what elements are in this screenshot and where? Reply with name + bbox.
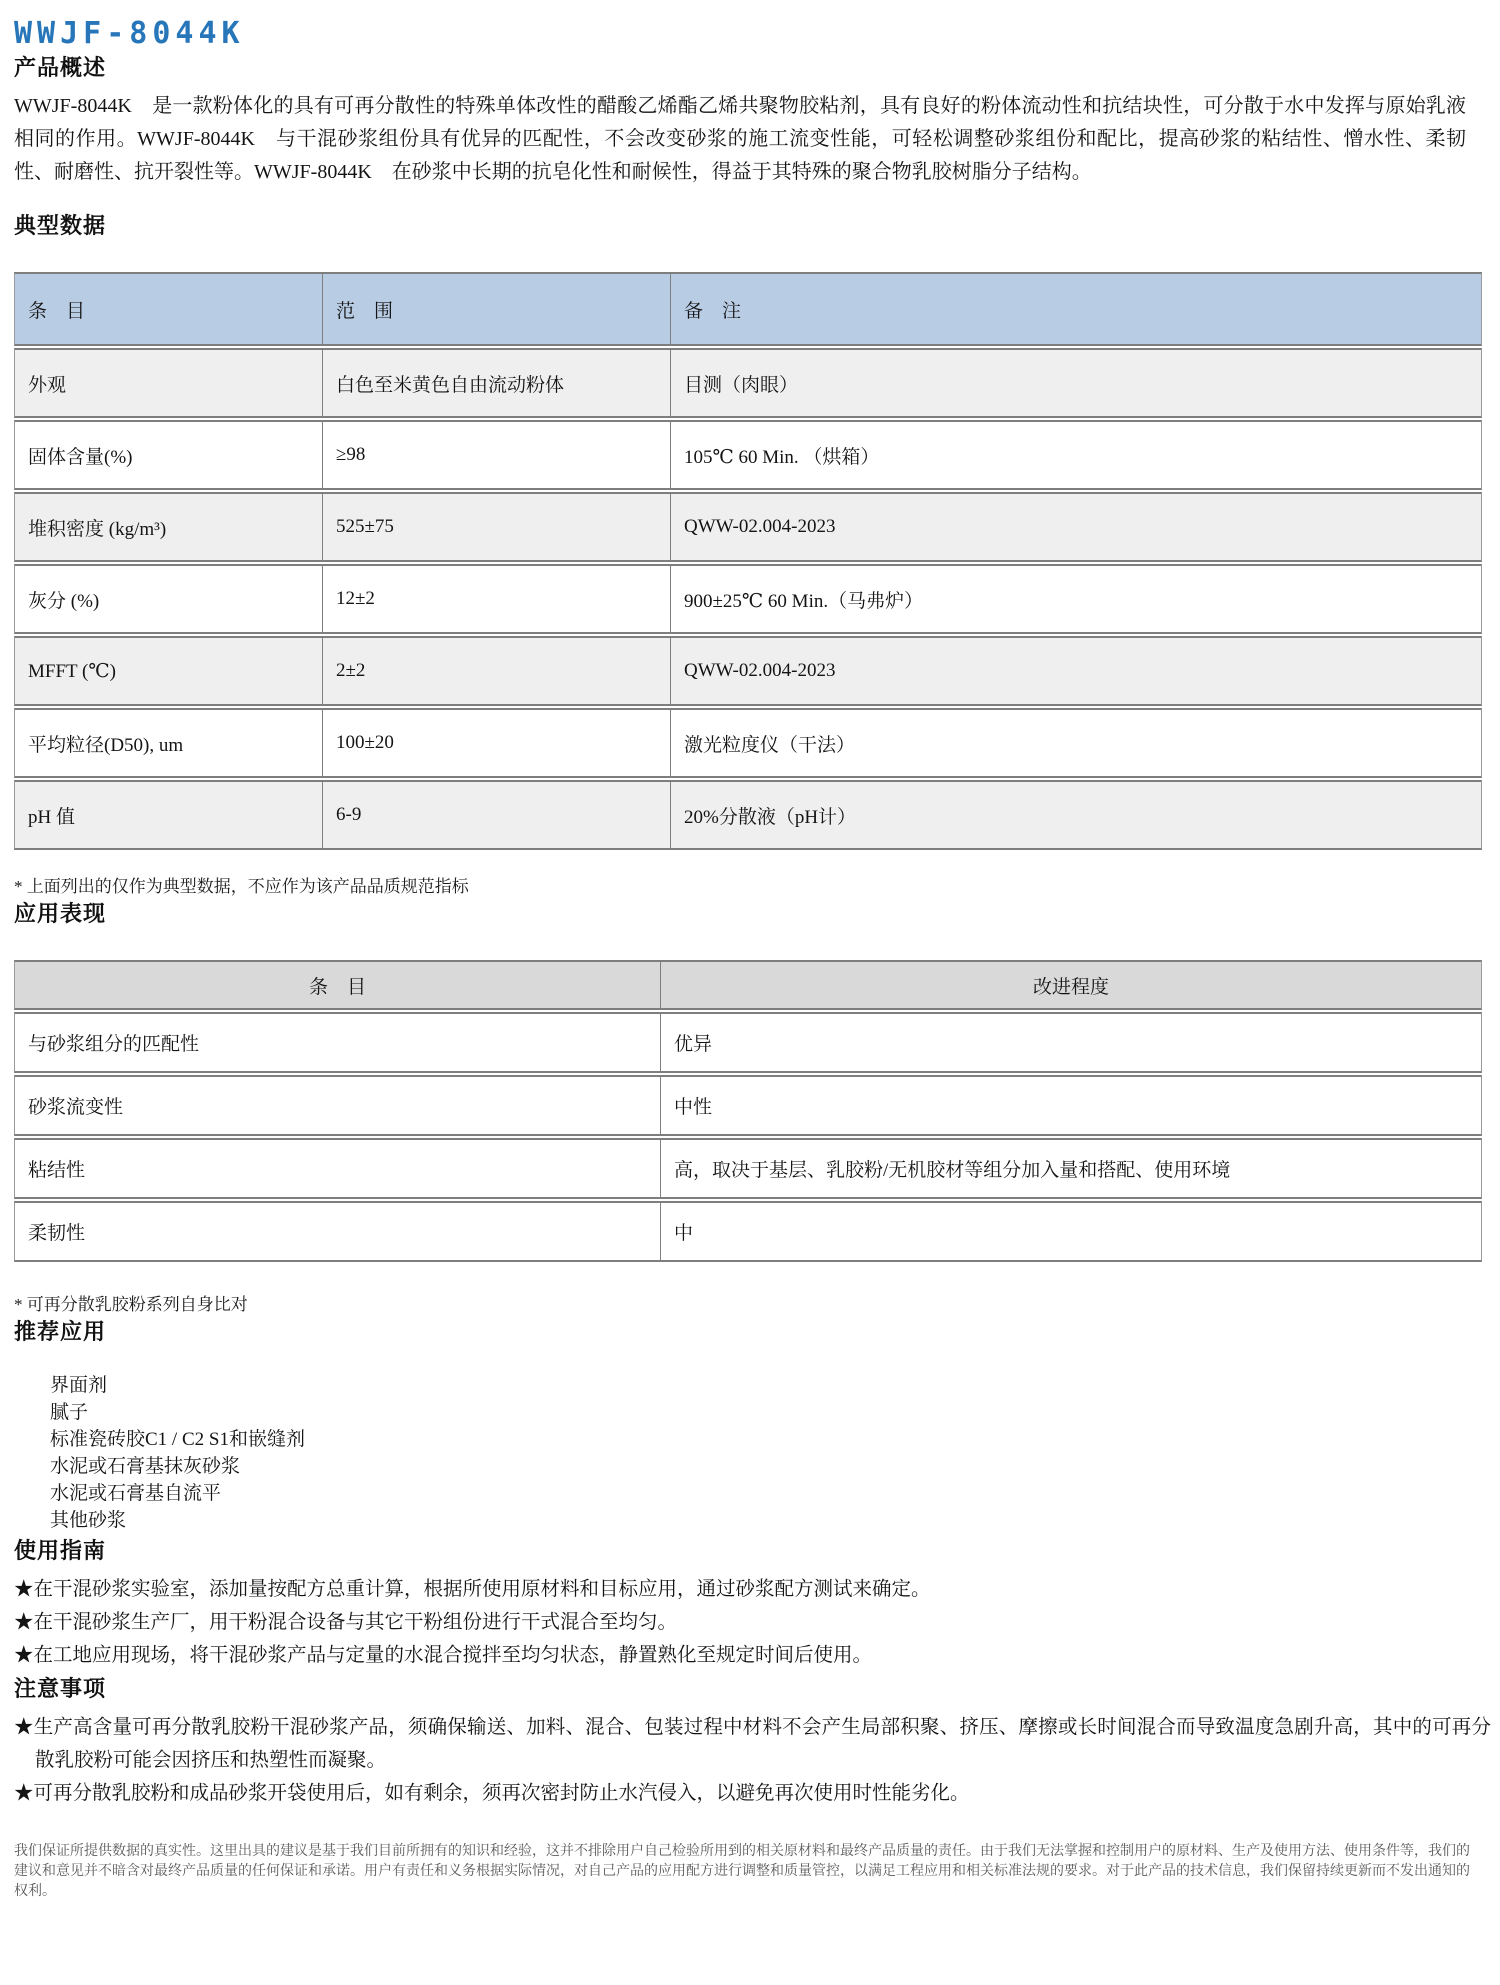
cell-range: 6-9	[322, 780, 670, 850]
list-item: 界面剂	[50, 1375, 108, 1396]
recommended-applications-list	[50, 1372, 1482, 1534]
cell-remark: 900±25℃ 60 Min.（马弗炉）	[670, 564, 1482, 634]
cell-range: 2±2	[322, 636, 670, 706]
cell-range: ≥98	[322, 420, 670, 490]
bullet-text: 可再分散乳胶粉和成品砂浆开袋使用后，如有剩余，须再次密封防止水汽侵入，以避免再次使用时性能劣化。	[33, 1783, 970, 1804]
section-heading-usage: 使用指南	[14, 1538, 107, 1563]
table-row	[14, 636, 1482, 706]
application-note: * 可再分散乳胶粉系列自身比对	[14, 1295, 248, 1314]
table-row	[14, 1012, 1482, 1073]
table-row	[14, 420, 1482, 490]
cell-item: 粘结性	[14, 1138, 660, 1199]
cell-item: 平均粒径(D50), um	[14, 708, 322, 778]
cell-item: 与砂浆组分的匹配性	[14, 1012, 660, 1073]
bullet-text: 在工地应用现场，将干混砂浆产品与定量的水混合搅拌至均匀状态，静置熟化至规定时间后使用。	[33, 1645, 873, 1666]
section-heading-overview: 产品概述	[14, 55, 107, 80]
precautions-list	[14, 1711, 1491, 1810]
usage-guidelines	[14, 1573, 1482, 1672]
table-row	[14, 492, 1482, 562]
star-bullet-icon: ★	[14, 1579, 34, 1600]
list-item: 其他砂浆	[50, 1510, 127, 1531]
cell-item: 外观	[14, 348, 322, 418]
cell-remark: 激光粒度仪（干法）	[670, 708, 1482, 778]
table-header-row	[14, 272, 1482, 346]
table-row	[14, 1075, 1482, 1136]
typical-data-table	[14, 270, 1482, 852]
cell-remark: QWW-02.004-2023	[670, 636, 1482, 706]
cell-range: 白色至米黄色自由流动粉体	[322, 348, 670, 418]
table-row	[14, 348, 1482, 418]
section-heading-precautions: 注意事项	[14, 1676, 107, 1701]
bullet-item	[14, 1573, 1491, 1606]
section-heading-application: 应用表现	[14, 901, 107, 926]
cell-range: 12±2	[322, 564, 670, 634]
table-row	[14, 1201, 1482, 1262]
star-bullet-icon: ★	[14, 1612, 34, 1633]
cell-range: 100±20	[322, 708, 670, 778]
cell-item: 固体含量(%)	[14, 420, 322, 490]
cell-improvement: 中性	[660, 1075, 1482, 1136]
bullet-item	[14, 1639, 1491, 1672]
cell-item: MFFT (℃)	[14, 636, 322, 706]
overview-paragraph: WWJF-8044K 是一款粉体化的具有可再分散性的特殊单体改性的醋酸乙烯酯乙烯共聚物胶粘剂，具有良好的粉体流动性和抗结块性，可分散于水中发挥与原始乳液相同的作用。WWJF-8044K 与干混砂浆组份具有优异的匹配性，不会改变砂浆的施工流变性能，可轻松调整砂浆组份和配比，提高砂浆的粘结性、憎水性、柔韧性、耐磨性、抗开裂性等。WWJF-8044K 在砂浆中长期的抗皂化性和耐候性，得益于其特殊的聚合物乳胶树脂分子结构。	[14, 95, 1466, 183]
cell-remark: QWW-02.004-2023	[670, 492, 1482, 562]
table-header-row	[14, 960, 1482, 1010]
cell-item: 灰分 (%)	[14, 564, 322, 634]
list-item: 水泥或石膏基自流平	[50, 1483, 222, 1504]
cell-improvement: 优异	[660, 1012, 1482, 1073]
column-header-item: 条 目	[14, 272, 322, 346]
star-bullet-icon: ★	[14, 1783, 34, 1804]
cell-remark: 20%分散液（pH计）	[670, 780, 1482, 850]
star-bullet-icon: ★	[14, 1645, 34, 1666]
cell-improvement: 高，取决于基层、乳胶粉/无机胶材等组分加入量和搭配、使用环境	[660, 1138, 1482, 1199]
bullet-text: 在干混砂浆实验室，添加量按配方总重计算，根据所使用原材料和目标应用，通过砂浆配方测试来确定。	[33, 1579, 931, 1600]
cell-improvement: 中	[660, 1201, 1482, 1262]
footer-disclaimer: 我们保证所提供数据的真实性。这里出具的建议是基于我们目前所拥有的知识和经验，这并不排除用户自己检验所用到的相关原材料和最终产品质量的责任。由于我们无法掌握和控制用户的原材料、生产及使用方法、使用条件等，我们的建议和意见并不暗含对最终产品质量的任何保证和承诺。用户有责任和义务根据实际情况，对自己产品的应用配方进行调整和质量管控，以满足工程应用和相关标准法规的要求。对于此产品的技术信息，我们保留持续更新而不发出通知的权利。	[14, 1844, 1470, 1899]
section-heading-recommended: 推荐应用	[14, 1319, 107, 1344]
star-bullet-icon: ★	[14, 1717, 34, 1738]
cell-range: 525±75	[322, 492, 670, 562]
bullet-text: 生产高含量可再分散乳胶粉干混砂浆产品，须确保输送、加料、混合、包装过程中材料不会产生局部积聚、挤压、摩擦或长时间混合而导致温度急剧升高，其中的可再分散乳胶粉可能会因挤压和热塑性而凝聚。	[33, 1717, 1491, 1771]
table-row	[14, 564, 1482, 634]
typical-data-note: * 上面列出的仅作为典型数据，不应作为该产品品质规范指标	[14, 877, 469, 896]
list-item: 水泥或石膏基抹灰砂浆	[50, 1456, 241, 1477]
bullet-item	[14, 1606, 1491, 1639]
bullet-text: 在干混砂浆生产厂，用干粉混合设备与其它干粉组份进行干式混合至均匀。	[33, 1612, 678, 1633]
cell-item: 堆积密度 (kg/m³)	[14, 492, 322, 562]
table-row	[14, 708, 1482, 778]
bullet-item	[14, 1711, 1491, 1777]
column-header-item: 条 目	[14, 960, 660, 1010]
column-header-improvement: 改进程度	[660, 960, 1482, 1010]
cell-item: 柔韧性	[14, 1201, 660, 1262]
page-title: WWJF-8044K	[14, 16, 245, 51]
list-item: 标准瓷砖胶C1 / C2 S1和嵌缝剂	[50, 1429, 305, 1450]
cell-item: pH 值	[14, 780, 322, 850]
column-header-remark: 备 注	[670, 272, 1482, 346]
table-row	[14, 780, 1482, 850]
list-item: 腻子	[50, 1402, 89, 1423]
bullet-item	[14, 1777, 1491, 1810]
cell-item: 砂浆流变性	[14, 1075, 660, 1136]
table-row	[14, 1138, 1482, 1199]
application-performance-table	[14, 958, 1482, 1264]
column-header-range: 范 围	[322, 272, 670, 346]
cell-remark: 105℃ 60 Min. （烘箱）	[670, 420, 1482, 490]
cell-remark: 目测（肉眼）	[670, 348, 1482, 418]
section-heading-typical-data: 典型数据	[14, 213, 107, 238]
